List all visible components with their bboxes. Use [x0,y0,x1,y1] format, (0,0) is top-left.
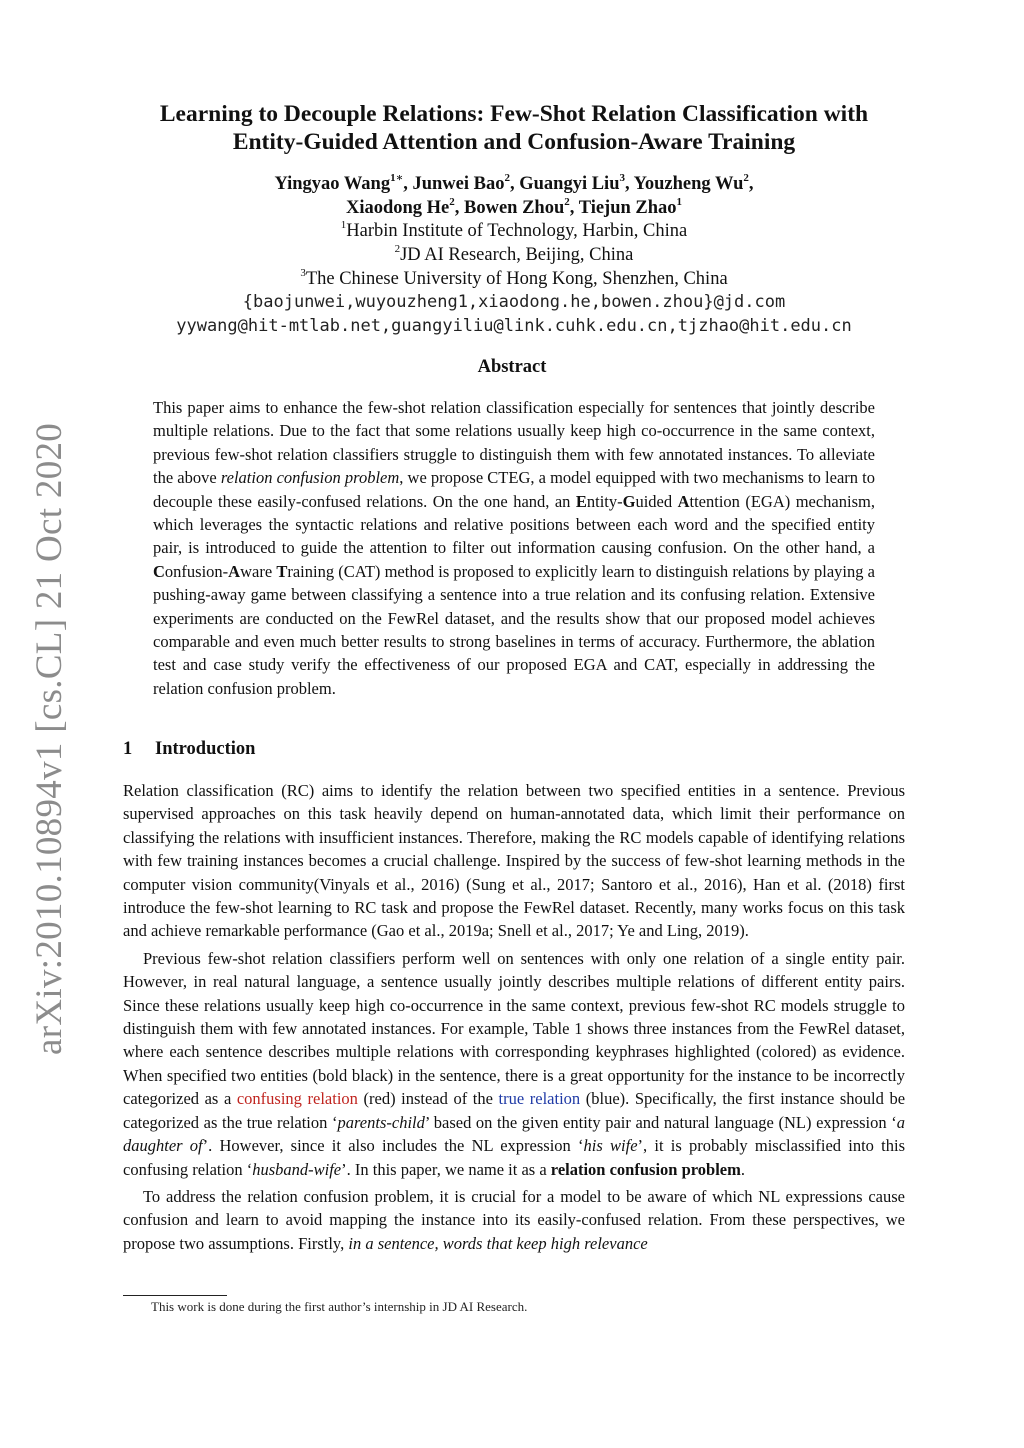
arxiv-stamp [29,422,70,1055]
paper-title [110,100,918,156]
title-line-2: Entity-Guided Attention and Confusion-Aware Training [232,129,796,155]
author-name: Xiaodong He [345,198,450,218]
abstract-text: This paper aims to enhance the few-shot relation classification especially for sentences that jointly describe multiple relations. Due to the fact that some relations usually keep high co-occurrence in the same context, previous few-shot relation classifiers struggle to distinguish them with few annotated instances. To alleviate the above relation confusion problem, we propose CTEG, a model equipped with two mechanisms to learn to decouple these easily-confused relations. On the one hand, an Entity-Guided Attention (EGA) mechanism, which leverages the syntactic relations and relative positions between each word and the specified entity pair, is introduced to guide the attention to filter out information causing confusion. On the other hand, a Confusion-Aware Training (CAT) method is proposed to explicitly learn to distinguish relations by playing a pushing-away game between classifying a sentence into a true relation and its confusing relation. Extensive experiments are conducted on the FewRel dataset, and the results show that our proposed model achieves comparable and even much better results to strong baselines in terms of accuracy. Furthermore, the ablation test and case study verify the effectiveness of our proposed EGA and CAT, especially in addressing the relation confusion problem. [153,398,875,698]
author-affil-mark: 2 [564,195,570,208]
true-relation-highlight: true relation [498,1089,581,1109]
footnote: This work is done during the first author’s internship in JD AI Research. [151,1299,528,1314]
author-affil-mark: 2 [743,171,749,184]
paragraph-3: To address the relation confusion problem, it is crucial for a model to be aware of which NL expressions cause confusion and learn to avoid mapping the instance into its easily-confused relation. From these perspectives, we propose two assumptions. Firstly, in a sentence, words that keep high relevance [123,1186,905,1253]
affiliation-2: $^2$JD AI Research, Beijing, China [394,242,634,265]
author-affil-mark: 2 [449,195,455,208]
author-name: Youzheng Wu [633,174,744,194]
introduction-body [123,779,905,1259]
author-line-2: Xiaodong He$^2$, Bowen Zhou$^2$, Tiejun Zhao$^1$ [345,195,683,218]
author-name: Guangyi Liu [519,174,620,194]
author-line-1: Yingyao Wang$^{1∗}$, Junwei Bao$^2$, Guangyi Liu$^3$, Youzheng Wu$^2$, [274,171,754,194]
author-affil-mark: 1∗ [390,171,404,184]
confusing-relation-highlight: confusing relation [236,1089,358,1109]
author-list [110,172,918,220]
author-affil-mark: 2 [504,171,510,184]
abstract-emphasis: relation confusion problem [220,468,400,488]
bold-term: relation confusion problem [550,1159,741,1179]
author-affil-mark: 1 [676,195,683,208]
affiliation-1: $^1$Harbin Institute of Technology, Harbin, China [340,218,688,241]
author-name: Yingyao Wang [274,174,391,194]
affiliation-list [80,219,948,291]
section-title: Introduction [155,739,256,759]
paragraph-1: Relation classification (RC) aims to identify the relation between two specified entities in a sentence. Previous supervised approaches on this task heavily depend on human-annotated data, which limit their performance on classifying the relations with insufficient instances. Therefore, making the RC models capable of identifying relations with few training instances becomes a crucial challenge. Inspired by the success of few-shot learning methods in the computer vision community(Vinyals et al., 2016) (Sung et al., 2017; Santoro et al., 2016), Han et al. (2018) first introduce the few-shot learning to RC task and propose the FewRel dataset. Recently, many works focus on this task and achieve remarkable performance (Gao et al., 2019a; Snell et al., 2017; Ye and Ling, 2019). [123,781,905,941]
author-affil-mark: 3 [619,171,625,184]
footnote-rule [123,1295,227,1296]
email-line-1: {baojunwei,wuyouzheng1,xiaodong.he,bowen.zhou}@jd.com [242,292,786,312]
author-name: Junwei Bao [412,174,505,194]
arxiv-stamp-text: arXiv:2010.10894v1 [cs.CL] 21 Oct 2020 [29,422,70,1055]
affiliation-3: $^3$The Chinese University of Hong Kong, Shenzhen, China [300,266,728,289]
author-name: Tiejun Zhao [578,198,677,218]
author-name: Bowen Zhou [464,198,565,218]
section-heading-introduction [123,739,255,760]
section-number: 1 [123,739,133,759]
email-list [60,290,968,338]
paragraph-2: Previous few-shot relation classifiers perform well on sentences with only one relation of a single entity pair. However, in real natural language, a sentence usually jointly describes multiple relations of different entity pairs. Since these relations usually keep high co-occurrence in the same context, previous few-shot RC models struggle to distinguish them with few annotated instances. For example, Table 1 shows three instances from the FewRel dataset, where each sentence describes multiple relations with corresponding keyphrases highlighted (colored) as evidence. When specified two entities (bold black) in the sentence, there is a great opportunity for the instance to be incorrectly categorized as a confusing relation (red) instead of the true relation (blue). Specifically, the first instance should be categorized as the true relation ‘parents-child’ based on the given entity pair and natural language (NL) expression ‘a daughter of’. However, since it also includes the NL expression ‘his wife’, it is probably misclassified into this confusing relation ‘husband-wife’. In this paper, we name it as a relation confusion problem. [123,948,906,1179]
title-line-1: Learning to Decouple Relations: Few-Shot Relation Classification with [159,101,869,127]
email-line-2: yywang@hit-mtlab.net,guangyiliu@link.cuhk.edu.cn,tjzhao@hit.edu.cn [176,316,852,336]
abstract-heading: Abstract [477,357,547,377]
